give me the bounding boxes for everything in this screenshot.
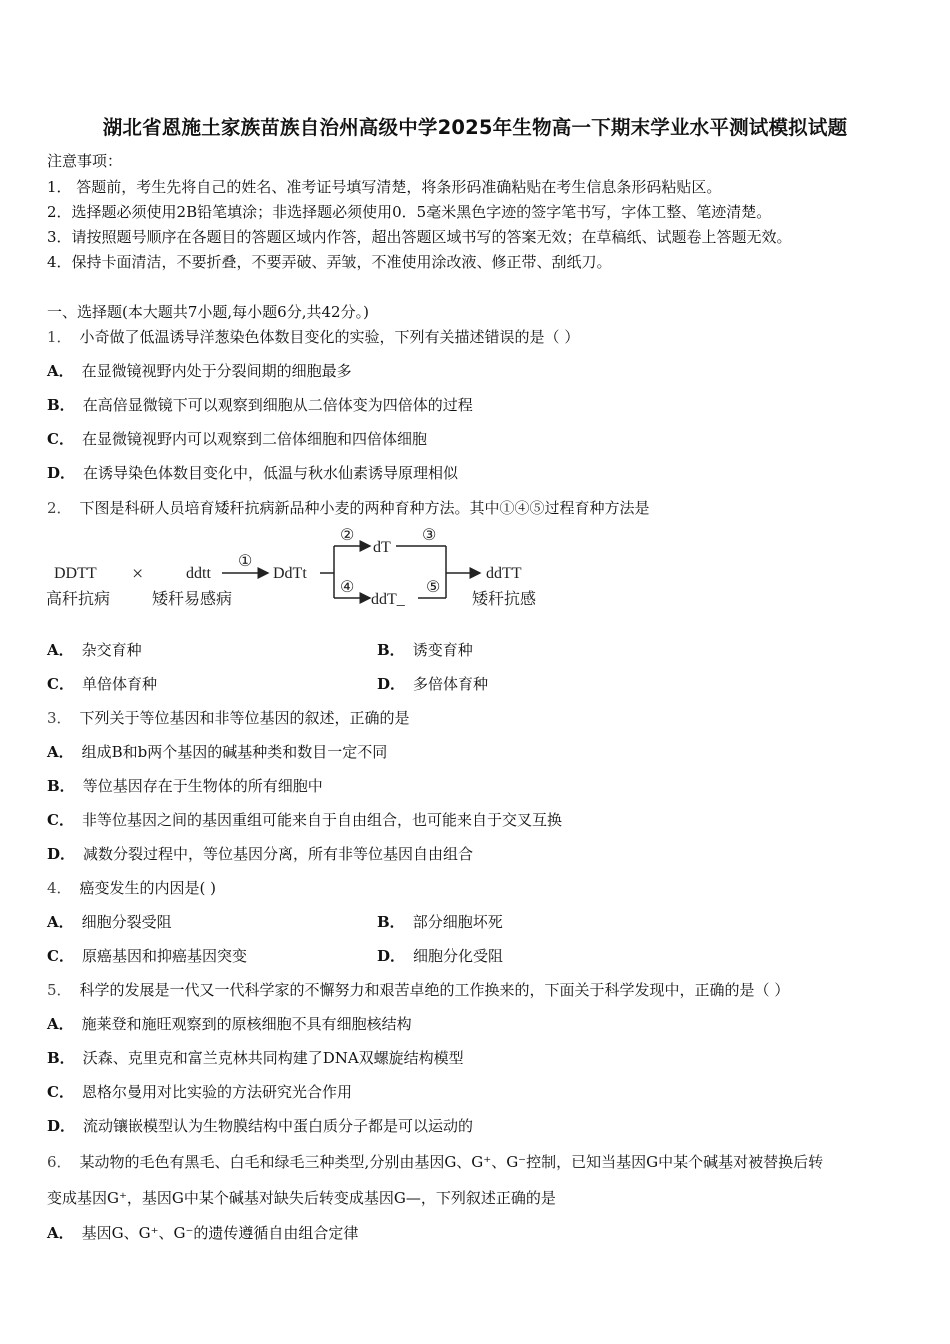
option-text: 等位基因存在于生物体的所有细胞中 bbox=[82, 777, 323, 795]
q3-option-a[interactable] bbox=[47, 741, 387, 762]
cross-symbol: × bbox=[132, 563, 144, 585]
q5-option-b[interactable] bbox=[47, 1047, 464, 1068]
option-text: 组成B和b两个基因的碱基种类和数目一定不同 bbox=[81, 743, 388, 761]
option-letter: B． bbox=[377, 641, 405, 659]
q1-option-c[interactable] bbox=[47, 428, 427, 449]
question-number: 2． bbox=[47, 499, 72, 517]
option-text: 在高倍显微镜下可以观察到细胞从二倍体变为四倍体的过程 bbox=[82, 396, 473, 414]
parent1-genotype: DDTT bbox=[54, 565, 97, 582]
question-number: 3． bbox=[47, 709, 72, 727]
q1-option-a[interactable] bbox=[47, 360, 352, 381]
option-text: 诱变育种 bbox=[412, 641, 473, 659]
option-letter: A． bbox=[47, 362, 74, 380]
q4-option-a[interactable] bbox=[47, 911, 172, 932]
question-6 bbox=[47, 1151, 823, 1172]
question-stem: 下列关于等位基因和非等位基因的叙述，正确的是 bbox=[79, 709, 410, 727]
option-letter: D． bbox=[47, 1117, 76, 1135]
question-2 bbox=[47, 497, 650, 518]
step1-label: ① bbox=[238, 553, 253, 570]
q2-option-c[interactable] bbox=[47, 673, 157, 694]
option-letter: A． bbox=[47, 1015, 74, 1033]
q5-option-a[interactable] bbox=[47, 1013, 412, 1034]
option-letter: A． bbox=[47, 913, 74, 931]
question-stem: 下图是科研人员培育矮秆抗病新品种小麦的两种育种方法。其中①④⑤过程育种方法是 bbox=[79, 499, 650, 517]
f1-genotype: DdTt bbox=[273, 565, 307, 582]
question-number: 5． bbox=[47, 981, 72, 999]
option-text: 基因G、G⁺、G⁻的遗传遵循自由组合定律 bbox=[81, 1224, 359, 1242]
question-stem: 癌变发生的内因是( ) bbox=[79, 879, 217, 897]
option-letter: A． bbox=[47, 641, 74, 659]
option-letter: B． bbox=[377, 913, 405, 931]
q4-option-d[interactable] bbox=[377, 945, 503, 966]
q2-option-d[interactable] bbox=[377, 673, 488, 694]
lower-genotype: ddT_ bbox=[371, 591, 405, 608]
option-letter: C． bbox=[47, 430, 74, 448]
result-label: 矮秆抗感 bbox=[472, 589, 537, 608]
q4-option-c[interactable] bbox=[47, 945, 247, 966]
parent2-genotype: ddtt bbox=[186, 565, 211, 582]
result-genotype: ddTT bbox=[486, 565, 522, 582]
section-heading: 一、选择题(本大题共7小题,每小题6分,共42分。) bbox=[47, 303, 369, 321]
option-text: 细胞分化受阻 bbox=[413, 947, 504, 965]
step3-label: ③ bbox=[422, 527, 437, 544]
q2-option-a[interactable] bbox=[47, 639, 142, 660]
option-text: 在显微镜视野内处于分裂间期的细胞最多 bbox=[81, 362, 352, 380]
option-text: 流动镶嵌模型认为生物膜结构中蛋白质分子都是可以运动的 bbox=[83, 1117, 474, 1135]
step5-label: ⑤ bbox=[426, 579, 441, 596]
option-text: 沃森、克里克和富兰克林共同构建了DNA双螺旋结构模型 bbox=[82, 1049, 464, 1067]
option-letter: D． bbox=[377, 675, 406, 693]
breeding-diagram bbox=[40, 522, 560, 614]
option-text: 恩格尔曼用对比实验的方法研究光合作用 bbox=[81, 1083, 352, 1101]
option-letter: B． bbox=[47, 1049, 75, 1067]
q5-option-c[interactable] bbox=[47, 1081, 352, 1102]
option-letter: C． bbox=[47, 811, 74, 829]
option-text: 细胞分裂受阻 bbox=[81, 913, 172, 931]
page-title: 湖北省恩施土家族苗族自治州高级中学2025年生物高一下期末学业水平测试模拟试题 bbox=[102, 116, 848, 139]
question-stem: 小奇做了低温诱导洋葱染色体数目变化的实验，下列有关描述错误的是（ ） bbox=[79, 328, 580, 346]
parent2-label: 矮秆易感病 bbox=[152, 589, 233, 608]
option-text: 原癌基因和抑癌基因突变 bbox=[81, 947, 247, 965]
question-6-continued: 变成基因G⁺，基因G中某个碱基对缺失后转变成基因G—，下列叙述正确的是 bbox=[47, 1189, 556, 1207]
q2-option-b[interactable] bbox=[377, 639, 473, 660]
q1-option-b[interactable] bbox=[47, 394, 473, 415]
option-text: 单倍体育种 bbox=[81, 675, 157, 693]
option-letter: B． bbox=[47, 396, 75, 414]
option-text: 施莱登和施旺观察到的原核细胞不具有细胞核结构 bbox=[81, 1015, 412, 1033]
question-stem-line1: 某动物的毛色有黑毛、白毛和绿毛三种类型,分别由基因G、G⁺、G⁻控制，已知当基因G中某个碱基对被替换后转 bbox=[79, 1153, 824, 1171]
q1-option-d[interactable] bbox=[47, 462, 458, 483]
step4-label: ④ bbox=[340, 579, 355, 596]
notice-item: 4．保持卡面清洁，不要折叠，不要弄破、弄皱，不准使用涂改液、修正带、刮纸刀。 bbox=[47, 253, 612, 271]
option-letter: C． bbox=[47, 1083, 74, 1101]
option-letter: B． bbox=[47, 777, 75, 795]
q4-option-b[interactable] bbox=[377, 911, 503, 932]
option-text: 杂交育种 bbox=[81, 641, 142, 659]
q3-option-d[interactable] bbox=[47, 843, 473, 864]
option-letter: D． bbox=[47, 464, 76, 482]
option-letter: C． bbox=[47, 947, 74, 965]
option-letter: C． bbox=[47, 675, 74, 693]
option-letter: D． bbox=[377, 947, 406, 965]
parent1-label: 高秆抗病 bbox=[46, 589, 111, 608]
notice-item: 3．请按照题号顺序在各题目的答题区域内作答，超出答题区域书写的答案无效；在草稿纸、试题卷上答题无效。 bbox=[47, 228, 792, 246]
question-number: 1． bbox=[47, 328, 72, 346]
q3-option-b[interactable] bbox=[47, 775, 323, 796]
question-stem: 科学的发展是一代又一代科学家的不懈努力和艰苦卓绝的工作换来的，下面关于科学发现中，正确的是（ ） bbox=[79, 981, 790, 999]
question-4 bbox=[47, 877, 216, 898]
question-5 bbox=[47, 979, 789, 1000]
option-letter: D． bbox=[47, 845, 76, 863]
q6-option-a[interactable] bbox=[47, 1222, 358, 1243]
question-number: 4． bbox=[47, 879, 72, 897]
option-text: 在诱导染色体数目变化中，低温与秋水仙素诱导原理相似 bbox=[83, 464, 459, 482]
upper-genotype: dT bbox=[373, 539, 391, 556]
question-number: 6． bbox=[47, 1153, 72, 1171]
option-letter: A． bbox=[47, 743, 74, 761]
question-3 bbox=[47, 707, 410, 728]
option-text: 非等位基因之间的基因重组可能来自于自由组合，也可能来自于交叉互换 bbox=[81, 811, 562, 829]
option-letter: A． bbox=[47, 1224, 74, 1242]
option-text: 在显微镜视野内可以观察到二倍体细胞和四倍体细胞 bbox=[81, 430, 427, 448]
step2-label: ② bbox=[340, 527, 355, 544]
notice-item: 1． 答题前，考生先将自己的姓名、准考证号填写清楚，将条形码准确粘贴在考生信息条形码粘贴区。 bbox=[47, 178, 722, 196]
option-text: 减数分裂过程中，等位基因分离，所有非等位基因自由组合 bbox=[83, 845, 474, 863]
question-1 bbox=[47, 326, 579, 347]
q5-option-d[interactable] bbox=[47, 1115, 473, 1136]
notice-heading: 注意事项： bbox=[47, 152, 123, 170]
notice-item: 2．选择题必须使用2B铅笔填涂；非选择题必须使用0．5毫米黑色字迹的签字笔书写，字体工整、笔迹清楚。 bbox=[47, 203, 772, 221]
option-text: 部分细胞坏死 bbox=[412, 913, 503, 931]
q3-option-c[interactable] bbox=[47, 809, 562, 830]
option-text: 多倍体育种 bbox=[413, 675, 489, 693]
